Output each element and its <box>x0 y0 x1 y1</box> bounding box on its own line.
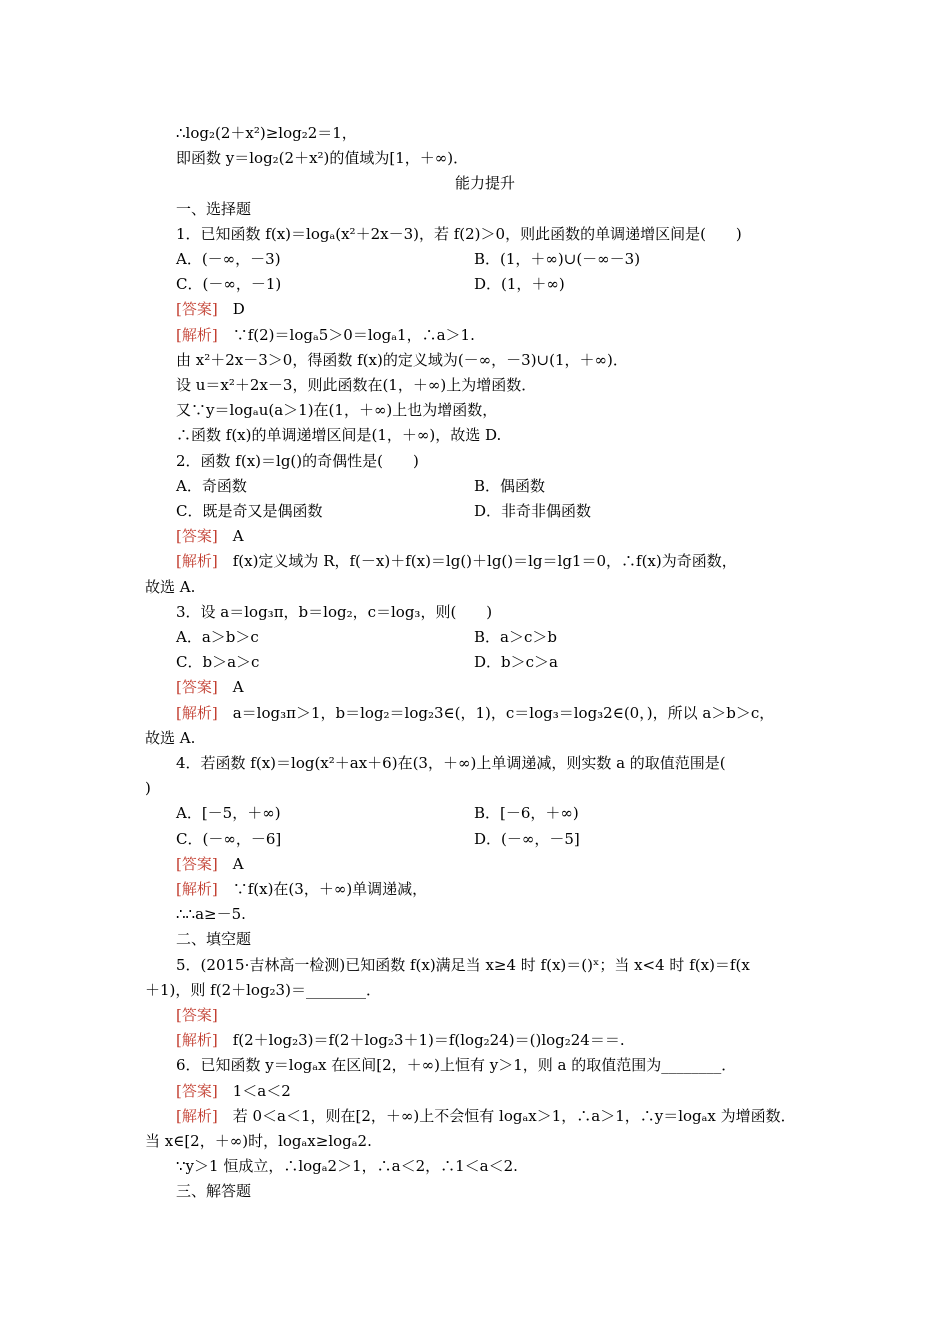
line-text: ∴函数 f(x)的单调递增区间是(1，＋∞)，故选 D. <box>176 426 502 445</box>
answer-tag: [答案] <box>176 1081 218 1100</box>
option-text: D．b＞c＞a <box>474 653 558 672</box>
line-text: ∴log₂(2＋x²)≥log₂2＝1， <box>176 124 357 142</box>
text-line <box>176 902 856 927</box>
text-line <box>145 776 825 801</box>
answer-tag: [答案] <box>176 527 218 546</box>
line-text: ＋1)，则 f(2＋log₂3)＝________． <box>145 980 381 999</box>
text-line <box>176 701 856 726</box>
option-text: D．(－∞，－5] <box>474 829 580 848</box>
text-line <box>145 1129 825 1154</box>
text-line <box>176 499 856 524</box>
text-line <box>176 121 856 146</box>
text-line <box>176 625 856 650</box>
text-line <box>176 247 856 272</box>
text-line <box>176 1053 856 1078</box>
text-line <box>176 549 856 574</box>
option-text: B．a＞c＞b <box>474 628 557 646</box>
line-text: 当 x∈[2，＋∞)时，logₐx≥logₐ2. <box>145 1132 372 1150</box>
answer-tag: [解析] <box>176 552 218 571</box>
line-text: 6．已知函数 y＝logₐx 在区间[2，＋∞)上恒有 y＞1，则 a 的取值范围为________． <box>176 1056 737 1075</box>
line-text: 又∵y＝logₐu(a＞1)在(1，＋∞)上也为增函数， <box>176 401 498 420</box>
text-line <box>176 348 856 373</box>
text-line <box>176 1179 856 1204</box>
line-text: 3．设 a＝log₃π，b＝log₂，c＝log₃，则( ) <box>176 602 493 621</box>
answer-tag: [答案] <box>176 678 218 697</box>
text-line <box>176 197 856 222</box>
line-text: 故选 A. <box>145 577 196 596</box>
option-text: B．(1，＋∞)∪(－∞－3) <box>474 250 641 268</box>
line-text: C．b＞a＞c <box>176 653 260 672</box>
line-text: C．既是奇又是偶函数 <box>176 502 323 520</box>
option-text: D．(1，＋∞) <box>474 275 565 294</box>
text-line <box>176 927 856 952</box>
line-text: 一、选择题 <box>176 199 252 218</box>
text-line <box>176 272 856 297</box>
line-text: f(2＋log₂3)＝f(2＋log₂3＋1)＝f(log₂24)＝()log₂24＝＝. <box>217 1031 625 1050</box>
line-text: A．[－5，＋∞) <box>176 804 281 823</box>
text-line <box>176 1079 856 1104</box>
text-line <box>176 297 856 322</box>
text-line <box>176 1154 856 1179</box>
option-text: B．偶函数 <box>474 476 546 495</box>
answer-tag: [答案] <box>176 300 218 319</box>
text-line <box>176 877 856 902</box>
line-text: A <box>217 527 244 546</box>
option-text: D．非奇非偶函数 <box>474 502 592 520</box>
line-text: 2．函数 f(x)＝lg()的奇偶性是( ) <box>176 451 419 470</box>
line-text: 由 x²＋2x－3＞0，得函数 f(x)的定义域为(－∞，－3)∪(1，＋∞)． <box>176 350 628 369</box>
text-line <box>176 373 856 398</box>
line-text: 故选 A. <box>145 728 196 747</box>
text-line <box>176 600 856 625</box>
text-line <box>176 852 856 877</box>
answer-tag: [解析] <box>176 1106 218 1125</box>
line-text: D <box>217 300 245 319</box>
answer-tag: [解析] <box>176 1031 218 1050</box>
line-text: 能力提升 <box>454 174 515 193</box>
text-line <box>176 650 856 675</box>
line-text: A．a＞b＞c <box>176 628 259 646</box>
text-line <box>176 1003 856 1028</box>
option-text: B．[－6，＋∞) <box>474 804 579 823</box>
line-text: A <box>217 854 244 873</box>
text-line <box>176 1028 856 1053</box>
section-heading <box>145 171 825 196</box>
text-line <box>176 801 856 826</box>
text-line <box>176 474 856 499</box>
line-text: ∵y＞1 恒成立，∴logₐ2＞1，∴a＜2，∴1＜a＜2. <box>176 1157 518 1176</box>
text-line <box>145 978 825 1003</box>
answer-tag: [答案] <box>176 854 218 873</box>
line-text: ∵f(x)在(3，＋∞)单调递减， <box>217 880 428 898</box>
text-line <box>176 398 856 423</box>
text-line <box>176 524 856 549</box>
line-text: 二、填空题 <box>176 930 252 949</box>
line-text: 5．(2015·吉林高一检测)已知函数 f(x)满足当 x≥4 时 f(x)＝()ˣ；当 x<4 时 f(x)＝f(x <box>176 955 750 974</box>
text-line <box>145 575 825 600</box>
line-text: C．(－∞，－6] <box>176 829 282 848</box>
text-line <box>176 146 856 171</box>
line-text: ∴∴a≥－5. <box>176 905 246 924</box>
answer-tag: [解析] <box>176 880 218 898</box>
line-text: 即函数 y＝log₂(2＋x²)的值域为[1，＋∞)． <box>176 149 469 168</box>
line-text: A．(－∞，－3) <box>176 250 281 268</box>
text-line <box>176 675 856 700</box>
line-text: 1＜a＜2 <box>217 1081 291 1100</box>
line-text: ) <box>145 779 151 798</box>
text-line <box>176 449 856 474</box>
line-text: 三、解答题 <box>176 1182 252 1201</box>
line-text: A <box>217 678 244 697</box>
line-text: 设 u＝x²＋2x－3，则此函数在(1，＋∞)上为增函数． <box>176 376 537 394</box>
text-line <box>176 953 856 978</box>
answer-tag: [解析] <box>176 703 218 722</box>
text-line <box>176 751 856 776</box>
line-text: A．奇函数 <box>176 476 247 495</box>
text-line <box>176 827 856 852</box>
answer-tag: [解析] <box>176 325 218 344</box>
answer-tag: [答案] <box>176 1006 218 1024</box>
line-text: C．(－∞，－1) <box>176 275 282 294</box>
text-line <box>176 222 856 247</box>
line-text: a＝log₃π＞1，b＝log₂＝log₂3∈(，1)，c＝log₃＝log₃2∈(0，)，所以 a＞b＞c， <box>217 703 775 722</box>
line-text: 若 0＜a＜1，则在[2，＋∞)上不会恒有 logₐx＞1，∴a＞1，∴y＝logₐx 为增函数． <box>217 1106 796 1125</box>
text-line <box>145 726 825 751</box>
text-line <box>176 423 856 448</box>
line-text: ∵f(2)＝logₐ5＞0＝logₐ1，∴a＞1. <box>217 325 475 344</box>
text-line <box>176 1104 856 1129</box>
line-text: 4．若函数 f(x)＝log(x²＋ax＋6)在(3，＋∞)上单调递减，则实数 a 的取值范围是( <box>176 754 726 772</box>
text-line <box>176 323 856 348</box>
line-text: f(x)定义域为 R，f(－x)＋f(x)＝lg()＋lg()＝lg＝lg1＝0，∴f(x)为奇函数， <box>217 552 737 571</box>
line-text: 1．已知函数 f(x)＝logₐ(x²＋2x－3)，若 f(2)＞0，则此函数的单调递增区间是( ) <box>176 224 742 243</box>
